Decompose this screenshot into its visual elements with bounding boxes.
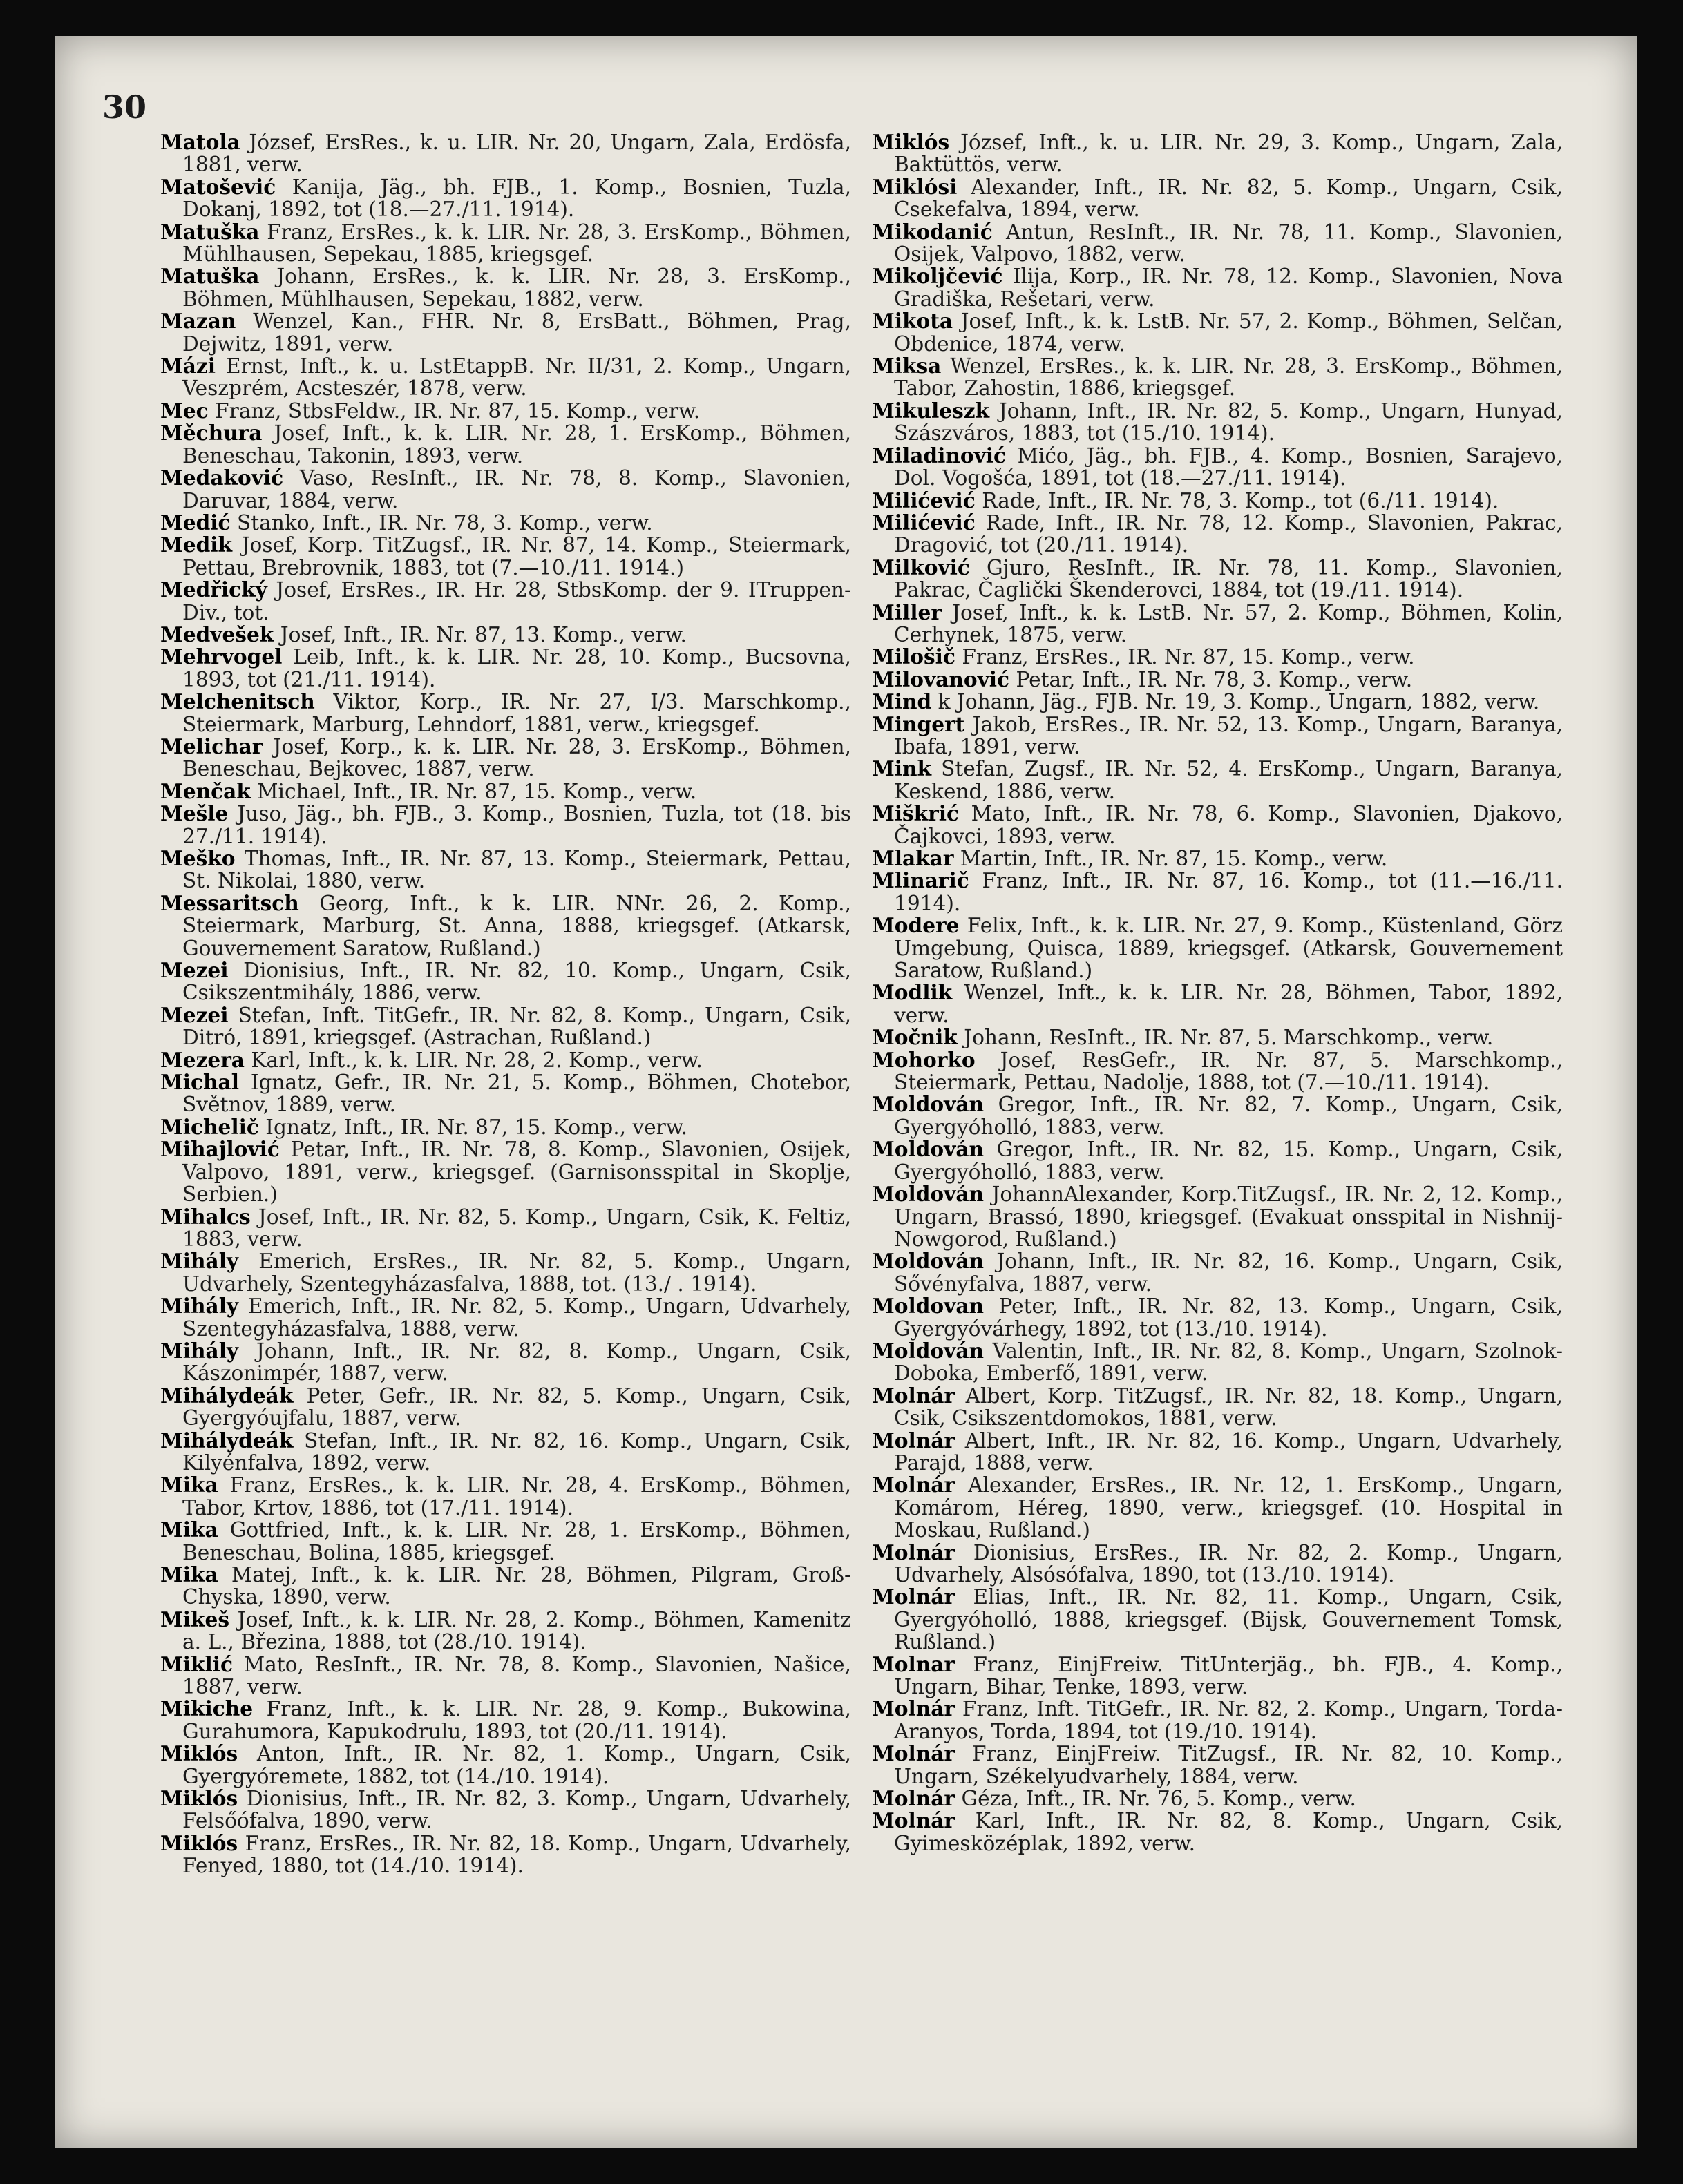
entry-details: k Johann, Jäg., FJB. Nr. 19, 3. Komp., Ungarn, 1882, verw.: [938, 690, 1540, 714]
entry-details: Vaso, ResInft., IR. Nr. 78, 8. Komp., Slavonien, Daruvar, 1884, verw.: [182, 466, 851, 513]
entry-surname: Molnár: [872, 1696, 955, 1721]
entry-details: Albert, Korp. TitZugsf., IR. Nr. 82, 18. Komp., Ungarn, Csik, Csikszentdomokos, 1881, verw.: [894, 1383, 1563, 1430]
list-item: [872, 176, 1563, 221]
entry-surname: Miklós: [872, 130, 950, 154]
entry-surname: Medik: [160, 533, 233, 557]
list-item: [872, 1430, 1563, 1475]
entry-details: Peter, Gefr., IR. Nr. 82, 5. Komp., Ungarn, Csik, Gyergyóujfalu, 1887, verw.: [182, 1383, 851, 1430]
entry-details: Antun, ResInft., IR. Nr. 78, 11. Komp., Slavonien, Osijek, Valpovo, 1882, verw.: [894, 220, 1563, 267]
list-item: [160, 1430, 851, 1475]
entry-details: Franz, Inft., IR. Nr. 87, 16. Komp., tot (11.—16./11. 1914).: [894, 869, 1563, 915]
entry-surname: Mika: [160, 1562, 218, 1587]
list-item: [872, 1026, 1563, 1048]
entry-surname: Melichar: [160, 734, 263, 758]
entry-details: Franz, Inft. TitGefr., IR. Nr. 82, 2. Komp., Ungarn, Torda-Aranyos, Torda, 1894, tot (19./10. 1914).: [894, 1697, 1563, 1743]
entry-surname: Mehrvogel: [160, 644, 283, 669]
entry-surname: Molnar: [872, 1651, 955, 1676]
list-item: [160, 1474, 851, 1519]
list-item: [160, 467, 851, 512]
entry-surname: Mázi: [160, 354, 216, 379]
list-item: [160, 1138, 851, 1205]
list-item: [872, 1340, 1563, 1385]
entry-details: Johann, Inft., IR. Nr. 82, 5. Komp., Ungarn, Hunyad, Szászváros, 1883, tot (15./10. 1914).: [894, 399, 1563, 446]
entry-details: Franz, ErsRes., k. k. LIR. Nr. 28, 4. ErsKomp., Böhmen, Tabor, Krtov, 1886, tot (17./11. 1914).: [182, 1473, 851, 1520]
entry-details: József, ErsRes., k. u. LIR. Nr. 20, Ungarn, Zala, Erdösfa, 1881, verw.: [182, 131, 851, 177]
entry-surname: Meško: [160, 846, 236, 870]
list-item: [872, 1183, 1563, 1250]
list-item: [160, 221, 851, 266]
entry-surname: Miller: [872, 600, 942, 624]
list-item: [872, 1385, 1563, 1430]
entry-details: Ignatz, Gefr., IR. Nr. 21, 5. Komp., Böhmen, Chotebor, Světnov, 1889, verw.: [182, 1071, 851, 1117]
entry-surname: Medaković: [160, 466, 284, 490]
entry-surname: Miklós: [160, 1741, 238, 1766]
entry-surname: Medić: [160, 510, 231, 535]
entry-surname: Menčak: [160, 778, 251, 803]
list-item: [160, 892, 851, 959]
entry-surname: Matošević: [160, 174, 276, 199]
entry-surname: Molnár: [872, 1383, 955, 1408]
entry-details: Dionisius, Inft., IR. Nr. 82, 3. Komp., Ungarn, Udvarhely, Felsőófalva, 1890, verw.: [182, 1787, 851, 1833]
list-item: [160, 512, 851, 534]
entry-details: Mato, ResInft., IR. Nr. 78, 8. Komp., Slavonien, Našice, 1887, verw.: [182, 1652, 851, 1699]
entry-surname: Moldován: [872, 1092, 985, 1117]
entry-details: Alexander, ErsRes., IR. Nr. 12, 1. ErsKomp., Ungarn, Komárom, Héreg, 1890, verw., kriegsgef. (10. Hospital in Moskau, Rußland.): [894, 1473, 1563, 1542]
list-item: [872, 355, 1563, 400]
list-item: [160, 1609, 851, 1654]
entry-surname: Michelič: [160, 1114, 259, 1139]
entry-details: Michael, Inft., IR. Nr. 87, 15. Komp., verw.: [257, 779, 697, 803]
entry-surname: Milković: [872, 555, 970, 579]
entry-details: Albert, Inft., IR. Nr. 82, 16. Komp., Ungarn, Udvarhely, Parajd, 1888, verw.: [894, 1428, 1563, 1475]
entry-surname: Miladinović: [872, 443, 1007, 468]
entry-surname: Milićević: [872, 510, 976, 535]
entry-details: Stefan, Inft. TitGefr., IR. Nr. 82, 8. Komp., Ungarn, Csik, Ditró, 1891, kriegsgef. (Astrachan, Rußland.): [182, 1003, 851, 1050]
list-item: [160, 847, 851, 892]
list-item: [872, 490, 1563, 512]
entry-details: Rade, Inft., IR. Nr. 78, 3. Komp., tot (6./11. 1914).: [982, 488, 1499, 513]
entry-surname: Milićević: [872, 488, 976, 513]
entry-details: Martin, Inft., IR. Nr. 87, 15. Komp., verw.: [960, 847, 1388, 870]
entry-surname: Mlinarič: [872, 868, 969, 893]
list-item: [872, 131, 1563, 176]
entry-surname: Molnár: [872, 1540, 955, 1564]
entry-details: JohannAlexander, Korp.TitZugsf., IR. Nr. 2, 12. Komp., Ungarn, Brassó, 1890, kriegsgef. (Evakuat onsspital in Nishnij-Nowgorod, Rußland.): [894, 1182, 1563, 1251]
entry-details: Franz, ErsRes., k. k. LIR. Nr. 28, 3. ErsKomp., Böhmen, Mühlhausen, Sepekau, 1885, kriegsgef.: [182, 220, 851, 267]
list-item: [160, 579, 851, 624]
list-item: [872, 1542, 1563, 1587]
entry-details: Karl, Inft., k. k. LIR. Nr. 28, 2. Komp., verw.: [251, 1048, 703, 1072]
list-item: [160, 646, 851, 691]
list-item: [872, 691, 1563, 713]
entry-surname: Miksa: [872, 354, 942, 379]
list-item: [160, 1340, 851, 1385]
entry-surname: Měchura: [160, 421, 263, 446]
entry-details: Josef, ErsRes., IR. Hr. 28, StbsKomp. der 9. ITruppen-Div., tot.: [182, 578, 851, 624]
left-column: [160, 131, 851, 1877]
entry-details: Thomas, Inft., IR. Nr. 87, 13. Komp., Steiermark, Pettau, St. Nikolai, 1880, verw.: [182, 847, 851, 893]
right-column: [872, 131, 1563, 1855]
list-item: [160, 1295, 851, 1340]
list-item: [872, 310, 1563, 355]
list-item: [160, 1564, 851, 1609]
entry-details: Felix, Inft., k. k. LIR. Nr. 27, 9. Komp., Küstenland, Görz Umgebung, Quisca, 1889, kriegsgef. (Atkarsk, Gouvernement Saratow, Rußland.): [894, 914, 1563, 983]
entry-surname: Miklós: [160, 1830, 238, 1855]
list-item: [160, 534, 851, 579]
entry-details: Wenzel, ErsRes., k. k. LIR. Nr. 28, 3. ErsKomp., Böhmen, Tabor, Zahostin, 1886, kriegsgef.: [894, 354, 1563, 401]
entry-details: Franz, EinjFreiw. TitUnterjäg., bh. FJB., 4. Komp., Ungarn, Bihar, Tenke, 1893, verw.: [894, 1652, 1563, 1699]
list-item: [160, 1832, 851, 1877]
list-item: [872, 1250, 1563, 1295]
entry-details: Emerich, Inft., IR. Nr. 82, 5. Komp., Ungarn, Udvarhely, Szentegyházasfalva, 1888, verw.: [182, 1294, 851, 1341]
entry-details: Stanko, Inft., IR. Nr. 78, 3. Komp., verw.: [236, 510, 653, 535]
entry-surname: Mikuleszk: [872, 398, 990, 423]
entry-surname: Mink: [872, 756, 932, 781]
list-item: [160, 624, 851, 646]
entry-details: Peter, Inft., IR. Nr. 82, 13. Komp., Ungarn, Csik, Gyergyóvárhegy, 1892, tot (13./10. 1914).: [894, 1294, 1563, 1341]
list-item: [160, 1250, 851, 1295]
entry-surname: Mohorko: [872, 1047, 976, 1072]
list-item: [872, 803, 1563, 847]
entry-details: Josef, Inft., k. k. LIR. Nr. 28, 1. ErsKomp., Böhmen, Beneschau, Takonin, 1893, verw.: [182, 421, 851, 468]
list-item: [872, 557, 1563, 602]
entry-surname: Mihály: [160, 1294, 239, 1319]
list-item: [160, 1071, 851, 1116]
list-item: [872, 1788, 1563, 1810]
list-item: [872, 1138, 1563, 1183]
list-item: [872, 1049, 1563, 1094]
list-item: [872, 847, 1563, 870]
entry-surname: Mihajlović: [160, 1137, 280, 1162]
entry-details: Ernst, Inft., k. u. LstEtappB. Nr. II/31, 2. Komp., Ungarn, Veszprém, Acsteszér, 1878, verw.: [182, 354, 851, 401]
entry-surname: Miklić: [160, 1651, 234, 1676]
list-item: [160, 265, 851, 310]
entry-surname: Miklósi: [872, 174, 958, 199]
entry-surname: Molnár: [872, 1473, 955, 1497]
list-item: [872, 1474, 1563, 1541]
entry-details: Mićo, Jäg., bh. FJB., 4. Komp., Bosnien, Sarajevo, Dol. Vogošća, 1891, tot (18.—27./11. 1914).: [894, 443, 1563, 490]
entry-surname: Mezei: [160, 1002, 229, 1027]
entry-details: Alexander, Inft., IR. Nr. 82, 5. Komp., Ungarn, Csik, Csekefalva, 1894, verw.: [894, 175, 1563, 222]
entry-surname: Mikota: [872, 309, 953, 334]
entry-surname: Mind: [872, 689, 932, 714]
entry-surname: Mihály: [160, 1249, 239, 1274]
entry-details: Ignatz, Inft., IR. Nr. 87, 15. Komp., verw.: [265, 1115, 688, 1139]
entry-details: Josef, Inft., k. k. LIR. Nr. 28, 2. Komp., Böhmen, Kamenitz a. L., Březina, 1888, tot (28./10. 1914).: [182, 1607, 851, 1654]
list-item: [872, 1295, 1563, 1340]
entry-details: Ilija, Korp., IR. Nr. 78, 12. Komp., Slavonien, Nova Gradiška, Rešetari, verw.: [894, 265, 1563, 311]
entry-surname: Mazan: [160, 309, 236, 334]
list-item: [160, 1049, 851, 1071]
entry-details: Franz, StbsFeldw., IR. Nr. 87, 15. Komp., verw.: [215, 399, 701, 423]
list-item: [160, 1385, 851, 1430]
list-item: [872, 1586, 1563, 1653]
entry-details: Johann, Inft., IR. Nr. 82, 8. Komp., Ungarn, Csik, Kászonimpér, 1887, verw.: [182, 1339, 851, 1386]
entry-surname: Mezera: [160, 1047, 245, 1072]
list-item: [872, 265, 1563, 310]
entry-details: Franz, ErsRes., IR. Nr. 87, 15. Komp., verw.: [962, 645, 1415, 669]
entry-surname: Michal: [160, 1070, 239, 1095]
entry-surname: Matola: [160, 130, 240, 154]
entry-details: Georg, Inft., k k. LIR. NNr. 26, 2. Komp., Steiermark, Marburg, St. Anna, 1888, kriegsgef. (Atkarsk, Gouvernement Saratow, Rußland.): [182, 891, 851, 960]
entry-details: Mato, Inft., IR. Nr. 78, 6. Komp., Slavonien, Djakovo, Čajkovci, 1893, verw.: [894, 802, 1563, 848]
entry-surname: Močnik: [872, 1025, 958, 1050]
list-item: [160, 1116, 851, 1138]
entry-surname: Modere: [872, 913, 960, 938]
entry-surname: Modlik: [872, 980, 953, 1005]
entry-details: Gregor, Inft., IR. Nr. 82, 15. Komp., Ungarn, Csik, Gyergyóholló, 1883, verw.: [894, 1138, 1563, 1184]
list-item: [872, 914, 1563, 981]
list-item: [160, 1206, 851, 1251]
list-item: [160, 131, 851, 176]
entry-details: Viktor, Korp., IR. Nr. 27, I/3. Marschkomp., Steiermark, Marburg, Lehndorf, 1881, verw., kriegsgef.: [182, 690, 851, 736]
entry-details: Franz, ErsRes., IR. Nr. 82, 18. Komp., Ungarn, Udvarhely, Fenyed, 1880, tot (14./10. 1914).: [182, 1831, 851, 1878]
entry-surname: Matuška: [160, 219, 260, 244]
entry-surname: Medvešek: [160, 622, 274, 646]
list-item: [160, 355, 851, 400]
entry-surname: Mikoljčević: [872, 264, 1003, 289]
list-item: [872, 445, 1563, 490]
entry-surname: Mikeš: [160, 1607, 229, 1631]
entry-details: Josef, Inft., IR. Nr. 87, 13. Komp., verw.: [280, 622, 687, 646]
entry-details: Karl, Inft., IR. Nr. 82, 8. Komp., Ungarn, Csik, Gyimesközéplak, 1892, verw.: [894, 1809, 1563, 1855]
entry-details: Géza, Inft., IR. Nr. 76, 5. Komp., verw.: [961, 1787, 1356, 1811]
list-item: [872, 669, 1563, 691]
entry-details: Josef, Inft., k. k. LstB. Nr. 57, 2. Komp., Böhmen, Selčan, Obdenice, 1874, verw.: [894, 309, 1563, 356]
entry-surname: Mezei: [160, 958, 229, 983]
entry-details: Stefan, Inft., IR. Nr. 82, 16. Komp., Ungarn, Csik, Kilyénfalva, 1892, verw.: [182, 1428, 851, 1475]
list-item: [160, 422, 851, 467]
entry-surname: Mikodanić: [872, 219, 993, 244]
list-item: [872, 400, 1563, 445]
entry-details: Matej, Inft., k. k. LIR. Nr. 28, Böhmen, Pilgram, Groß-Chyska, 1890, verw.: [182, 1563, 851, 1609]
list-item: [160, 959, 851, 1004]
entry-surname: Molnár: [872, 1428, 955, 1453]
entry-surname: Mihalcs: [160, 1204, 251, 1229]
list-item: [872, 646, 1563, 668]
list-item: [872, 512, 1563, 557]
entry-details: József, Inft., k. u. LIR. Nr. 29, 3. Komp., Ungarn, Zala, Baktüttös, verw.: [894, 131, 1563, 177]
entry-surname: Melchenitsch: [160, 689, 315, 714]
list-item: [872, 870, 1563, 914]
list-item: [160, 400, 851, 422]
entry-details: Gottfried, Inft., k. k. LIR. Nr. 28, 1. ErsKomp., Böhmen, Beneschau, Bolina, 1885, kriegsgef.: [182, 1518, 851, 1564]
entry-details: Gregor, Inft., IR. Nr. 82, 7. Komp., Ungarn, Csik, Gyergyóholló, 1883, verw.: [894, 1093, 1563, 1139]
entry-details: Anton, Inft., IR. Nr. 82, 1. Komp., Ungarn, Csik, Gyergyóremete, 1882, tot (14./10. 1914).: [182, 1742, 851, 1788]
list-item: [872, 1651, 1563, 1699]
entry-details: Rade, Inft., IR. Nr. 78, 12. Komp., Slavonien, Pakrac, Dragović, tot (20./11. 1914).: [894, 510, 1563, 557]
list-item: [160, 1698, 851, 1743]
list-item: [160, 1004, 851, 1049]
list-item: [160, 1743, 851, 1788]
list-item: [872, 221, 1563, 266]
entry-surname: Molnár: [872, 1786, 955, 1811]
entry-details: Juso, Jäg., bh. FJB., 3. Komp., Bosnien, Tuzla, tot (18. bis 27./11. 1914).: [182, 802, 851, 848]
entry-surname: Messaritsch: [160, 890, 299, 915]
entry-details: Franz, Inft., k. k. LIR. Nr. 28, 9. Komp., Bukowina, Gurahumora, Kapukodrulu, 1893, tot (20./11. 1914).: [182, 1697, 851, 1743]
page-number: 30: [102, 88, 147, 126]
list-item: [872, 713, 1563, 758]
entry-surname: Mihálydeák: [160, 1383, 294, 1408]
entry-details: Josef, Korp., k. k. LIR. Nr. 28, 3. ErsKomp., Böhmen, Beneschau, Bejkovec, 1887, verw.: [182, 734, 851, 781]
entry-surname: Matuška: [160, 264, 260, 289]
entry-details: Stefan, Zugsf., IR. Nr. 52, 4. ErsKomp., Ungarn, Baranya, Keskend, 1886, verw.: [894, 757, 1563, 803]
list-item: [160, 1651, 851, 1699]
list-item: [160, 310, 851, 355]
entry-details: Dionisius, ErsRes., IR. Nr. 82, 2. Komp., Ungarn, Udvarhely, Alsósófalva, 1890, tot (13./10. 1914).: [894, 1540, 1563, 1587]
list-item: [160, 691, 851, 736]
entry-surname: Mihály: [160, 1338, 239, 1363]
entry-surname: Miškrić: [872, 801, 960, 826]
list-item: [872, 602, 1563, 646]
entry-details: Wenzel, Inft., k. k. LIR. Nr. 28, Böhmen, Tabor, 1892, verw.: [894, 981, 1563, 1027]
entry-surname: Mikiche: [160, 1696, 254, 1721]
entry-details: Wenzel, Kan., FHR. Nr. 8, ErsBatt., Böhmen, Prag, Dejwitz, 1891, verw.: [182, 309, 851, 356]
entry-surname: Molnár: [872, 1808, 955, 1833]
list-item: [160, 176, 851, 221]
list-item: [872, 1093, 1563, 1138]
list-item: [872, 758, 1563, 803]
entry-details: Johann, ErsRes., k. k. LIR. Nr. 28, 3. ErsKomp., Böhmen, Mühlhausen, Sepekau, 1882, verw.: [182, 265, 851, 311]
entry-details: Petar, Inft., IR. Nr. 78, 3. Komp., verw.: [1016, 667, 1413, 691]
entry-details: Josef, Inft., IR. Nr. 82, 5. Komp., Ungarn, Csik, K. Feltiz, 1883, verw.: [182, 1205, 851, 1251]
list-item: [160, 780, 851, 803]
entry-surname: Moldován: [872, 1137, 985, 1162]
entry-surname: Mika: [160, 1517, 218, 1542]
entry-surname: Molnár: [872, 1584, 955, 1609]
entry-details: Valentin, Inft., IR. Nr. 82, 8. Komp., Ungarn, Szolnok-Doboka, Emberfő, 1891, verw.: [894, 1339, 1563, 1386]
list-item: [872, 1743, 1563, 1788]
entry-details: Gjuro, ResInft., IR. Nr. 78, 11. Komp., Slavonien, Pakrac, Čaglički Škenderovci, 1884, tot (19./11. 1914).: [894, 555, 1563, 602]
entry-details: Jakob, ErsRes., IR. Nr. 52, 13. Komp., Ungarn, Baranya, Ibafa, 1891, verw.: [894, 712, 1563, 758]
entry-surname: Moldovan: [872, 1294, 985, 1319]
list-item: [160, 736, 851, 780]
entry-details: Emerich, ErsRes., IR. Nr. 82, 5. Komp., Ungarn, Udvarhely, Szentegyházasfalva, 1888, tot. (13./ . 1914).: [182, 1249, 851, 1296]
entry-surname: Milovanović: [872, 667, 1010, 691]
entry-surname: Miklós: [160, 1786, 238, 1811]
entry-details: Josef, ResGefr., IR. Nr. 87, 5. Marschkomp., Steiermark, Pettau, Nadolje, 1888, tot (7.—10./11. 1914).: [894, 1048, 1563, 1095]
entry-details: Leib, Inft., k. k. LIR. Nr. 28, 10. Komp., Bucsovna, 1893, tot (21./11. 1914).: [182, 645, 851, 691]
entry-surname: Moldován: [872, 1182, 985, 1207]
entry-surname: Mlakar: [872, 846, 954, 870]
entry-surname: Moldován: [872, 1338, 985, 1363]
list-item: [160, 1519, 851, 1564]
entry-details: Josef, Inft., k. k. LstB. Nr. 57, 2. Komp., Böhmen, Kolin, Cerhynek, 1875, verw.: [894, 600, 1563, 646]
entry-surname: Mingert: [872, 711, 965, 736]
entry-surname: Moldován: [872, 1249, 985, 1274]
list-item: [872, 1698, 1563, 1743]
entry-details: Petar, Inft., IR. Nr. 78, 8. Komp., Slavonien, Osijek, Valpovo, 1891, verw., kriegsgef. (Garnisonsspital in Skoplje, Serbien.): [182, 1138, 851, 1207]
entry-details: Elias, Inft., IR. Nr. 82, 11. Komp., Ungarn, Csik, Gyergyóholló, 1888, kriegsgef. (Bijsk, Gouvernement Tomsk, Rußland.): [894, 1585, 1563, 1654]
entry-surname: Milošič: [872, 644, 955, 669]
entry-surname: Molnár: [872, 1741, 955, 1766]
entry-surname: Mihálydeák: [160, 1428, 294, 1453]
entry-details: Franz, EinjFreiw. TitZugsf., IR. Nr. 82, 10. Komp., Ungarn, Székelyudvarhely, 1884, verw.: [894, 1742, 1563, 1788]
list-item: [872, 981, 1563, 1026]
list-item: [160, 1788, 851, 1832]
entry-surname: Mešle: [160, 801, 229, 826]
entry-surname: Mika: [160, 1473, 218, 1497]
entry-details: Kanija, Jäg., bh. FJB., 1. Komp., Bosnien, Tuzla, Dokanj, 1892, tot (18.—27./11. 1914).: [182, 175, 851, 222]
entry-details: Johann, Inft., IR. Nr. 82, 16. Komp., Ungarn, Csik, Sővényfalva, 1887, verw.: [894, 1249, 1563, 1296]
entry-details: Dionisius, Inft., IR. Nr. 82, 10. Komp., Ungarn, Csik, Csikszentmihály, 1886, verw.: [182, 959, 851, 1005]
entry-surname: Mec: [160, 398, 209, 423]
entry-details: Johann, ResInft., IR. Nr. 87, 5. Marschkomp., verw.: [964, 1026, 1494, 1050]
entry-surname: Medřický: [160, 577, 267, 602]
list-item: [160, 803, 851, 847]
entry-details: Josef, Korp. TitZugsf., IR. Nr. 87, 14. Komp., Steiermark, Pettau, Brebrovnik, 1883, tot (7.—10./11. 1914.): [182, 533, 851, 579]
list-item: [872, 1810, 1563, 1855]
